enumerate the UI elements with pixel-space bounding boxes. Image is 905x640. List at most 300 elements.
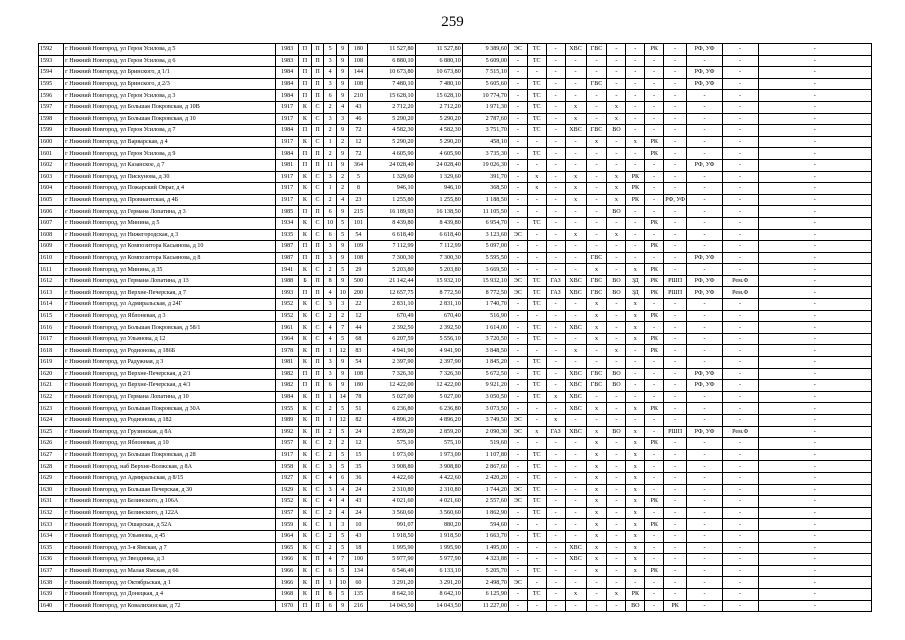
cell-build-year: 1927 — [276, 472, 299, 484]
cell-residential-area: 3 735,30 — [462, 148, 508, 160]
cell-electric-supply: - — [508, 194, 527, 206]
cell-cold-water: - — [565, 136, 586, 148]
cell-sewerage: - — [607, 148, 626, 160]
cell-cold-water: x — [565, 588, 586, 600]
cell-notes: - — [758, 542, 872, 554]
cell-wall-material: К — [299, 299, 312, 311]
cell-entrance-count: 2 — [324, 507, 337, 519]
cell-wall-material: К — [299, 438, 312, 450]
cell-wall-material: П — [299, 368, 312, 380]
cell-total-area: 4 021,60 — [368, 496, 415, 508]
cell-notes: - — [758, 322, 872, 334]
cell-gas-supply: ГАЗ — [546, 275, 565, 287]
cell-hot-water: x — [586, 565, 607, 577]
cell-entrance-count: 6 — [324, 600, 337, 612]
cell-row-number: 1607 — [39, 217, 64, 229]
cell-funds: - — [687, 194, 723, 206]
cell-living-area: 4 896,20 — [415, 415, 462, 427]
cell-heat-supply: - — [527, 159, 546, 171]
cell-funds: РФ, УФ — [687, 368, 723, 380]
cell-heat-supply: ТС — [527, 275, 546, 287]
cell-wall-material: К — [299, 345, 312, 357]
cell-build-year: 1961 — [276, 322, 299, 334]
cell-residential-area: 3 720,50 — [462, 333, 508, 345]
cell-garbage-chute: РК — [626, 194, 645, 206]
cell-wall-type: П — [311, 206, 324, 218]
cell-heat-supply: - — [527, 415, 546, 427]
cell-entrance-count: 2 — [324, 438, 337, 450]
cell-funds: РФ, УФ — [687, 380, 723, 392]
cell-electric-supply: - — [508, 55, 527, 67]
cell-funds: РФ, УФ — [687, 78, 723, 90]
cell-garbage-chute: ЗД — [626, 275, 645, 287]
cell-wall-material: К — [299, 333, 312, 345]
cell-wall-material: К — [299, 391, 312, 403]
cell-living-area: 1 973,00 — [415, 449, 462, 461]
cell-roof-repair: - — [645, 577, 664, 589]
cell-sewerage: - — [607, 554, 626, 566]
cell-living-area: 4 582,30 — [415, 125, 462, 137]
cell-sewerage: - — [607, 391, 626, 403]
cell-apartment-count: 108 — [349, 252, 368, 264]
cell-notes: - — [758, 55, 872, 67]
cell-hot-water: x — [586, 461, 607, 473]
cell-garbage-chute: x — [626, 542, 645, 554]
cell-apartment-count: 15 — [349, 449, 368, 461]
cell-total-area: 4 941,90 — [368, 345, 415, 357]
cell-residential-area: 8 772,50 — [462, 287, 508, 299]
cell-hot-water: x — [586, 264, 607, 276]
cell-apartment-count: 12 — [349, 438, 368, 450]
table-row — [39, 183, 872, 195]
cell-sewerage: - — [607, 136, 626, 148]
cell-total-area: 7 326,30 — [368, 368, 415, 380]
cell-build-year: 1917 — [276, 194, 299, 206]
cell-address: г Нижний Новгород, ул Большая Покровская, д 28 — [64, 449, 276, 461]
cell-residential-area: 2 867,60 — [462, 461, 508, 473]
cell-wall-material: П — [299, 241, 312, 253]
cell-address: г Нижний Новгород, ул Пожарский Овраг, д 4 — [64, 183, 276, 195]
table-row — [39, 67, 872, 79]
cell-roof-repair: РК — [645, 345, 664, 357]
cell-build-year: 1917 — [276, 113, 299, 125]
cell-facade-repair: - — [664, 472, 687, 484]
cell-gas-supply: - — [546, 577, 565, 589]
cell-repair-fund: - — [722, 472, 758, 484]
cell-cold-water: x — [565, 101, 586, 113]
cell-cold-water: x — [565, 171, 586, 183]
cell-facade-repair: - — [664, 391, 687, 403]
cell-wall-type: П — [311, 159, 324, 171]
cell-living-area: 3 560,60 — [415, 507, 462, 519]
cell-row-number: 1606 — [39, 206, 64, 218]
cell-total-area: 2 310,80 — [368, 484, 415, 496]
cell-wall-type: С — [311, 171, 324, 183]
cell-floor-count: 9 — [336, 78, 349, 90]
cell-facade-repair: - — [664, 380, 687, 392]
cell-build-year: 1984 — [276, 67, 299, 79]
cell-living-area: 10 673,80 — [415, 67, 462, 79]
cell-notes: - — [758, 159, 872, 171]
cell-heat-supply: ТС — [527, 472, 546, 484]
cell-cold-water: ХВС — [565, 125, 586, 137]
cell-living-area: 2 859,20 — [415, 426, 462, 438]
cell-repair-fund: - — [722, 322, 758, 334]
cell-entrance-count: 6 — [324, 90, 337, 102]
cell-facade-repair: - — [664, 67, 687, 79]
cell-floor-count: 9 — [336, 90, 349, 102]
cell-residential-area: 2 787,60 — [462, 113, 508, 125]
cell-facade-repair: - — [664, 148, 687, 160]
cell-entrance-count: 3 — [324, 55, 337, 67]
table-row — [39, 368, 872, 380]
cell-build-year: 1964 — [276, 530, 299, 542]
cell-notes: - — [758, 530, 872, 542]
cell-sewerage: - — [607, 241, 626, 253]
cell-garbage-chute: - — [626, 90, 645, 102]
cell-hot-water: x — [586, 507, 607, 519]
cell-build-year: 1992 — [276, 426, 299, 438]
cell-cold-water: ХВС — [565, 391, 586, 403]
cell-wall-type: П — [311, 90, 324, 102]
cell-electric-supply: - — [508, 530, 527, 542]
cell-residential-area: 1 107,80 — [462, 449, 508, 461]
cell-entrance-count: 3 — [324, 241, 337, 253]
cell-total-area: 4 582,30 — [368, 125, 415, 137]
cell-notes: - — [758, 438, 872, 450]
table-row — [39, 461, 872, 473]
cell-garbage-chute: - — [626, 125, 645, 137]
cell-cold-water: ХВС — [565, 380, 586, 392]
cell-notes: - — [758, 241, 872, 253]
cell-total-area: 3 291,20 — [368, 577, 415, 589]
cell-total-area: 1 255,80 — [368, 194, 415, 206]
cell-roof-repair: - — [645, 507, 664, 519]
cell-heat-supply: ТС — [527, 44, 546, 56]
cell-address: г Нижний Новгород, ул Бринского, д 2/3 — [64, 78, 276, 90]
cell-row-number: 1596 — [39, 90, 64, 102]
cell-residential-area: 6 954,70 — [462, 217, 508, 229]
cell-floor-count: 9 — [336, 67, 349, 79]
cell-build-year: 1968 — [276, 588, 299, 600]
cell-entrance-count: 6 — [324, 229, 337, 241]
cell-apartment-count: 72 — [349, 148, 368, 160]
cell-hot-water: - — [586, 229, 607, 241]
cell-floor-count: 9 — [336, 275, 349, 287]
cell-electric-supply: - — [508, 113, 527, 125]
cell-roof-repair: - — [645, 449, 664, 461]
cell-notes: - — [758, 368, 872, 380]
cell-entrance-count: 3 — [324, 78, 337, 90]
cell-sewerage: - — [607, 67, 626, 79]
cell-sewerage: - — [607, 600, 626, 612]
cell-apartment-count: 51 — [349, 403, 368, 415]
cell-garbage-chute: x — [626, 426, 645, 438]
cell-hot-water: ГВС — [586, 287, 607, 299]
cell-funds: РФ, УФ — [687, 67, 723, 79]
cell-funds: - — [687, 217, 723, 229]
cell-row-number: 1602 — [39, 159, 64, 171]
cell-garbage-chute: - — [626, 368, 645, 380]
cell-address: г Нижний Новгород, ул Провиантская, д 4Б — [64, 194, 276, 206]
cell-heat-supply: - — [527, 264, 546, 276]
cell-total-area: 11 527,80 — [368, 44, 415, 56]
table-row — [39, 542, 872, 554]
cell-heat-supply: ТС — [527, 90, 546, 102]
page-number: 259 — [441, 14, 464, 30]
cell-sewerage: x — [607, 194, 626, 206]
cell-heat-supply: ТС — [527, 113, 546, 125]
cell-sewerage: - — [607, 415, 626, 427]
cell-cold-water: ХВС — [565, 426, 586, 438]
cell-address: г Нижний Новгород, ул Донецкая, д 4 — [64, 588, 276, 600]
cell-floor-count: 5 — [336, 449, 349, 461]
cell-row-number: 1633 — [39, 519, 64, 531]
cell-build-year: 1917 — [276, 449, 299, 461]
cell-facade-repair: - — [664, 322, 687, 334]
cell-hot-water: x — [586, 310, 607, 322]
cell-repair-fund: - — [722, 264, 758, 276]
table-row — [39, 113, 872, 125]
cell-facade-repair: - — [664, 449, 687, 461]
cell-garbage-chute: ВО — [626, 600, 645, 612]
cell-heat-supply: ТС — [527, 217, 546, 229]
table-row — [39, 357, 872, 369]
cell-living-area: 4 422,60 — [415, 472, 462, 484]
cell-floor-count: 9 — [336, 252, 349, 264]
cell-heat-supply: - — [527, 403, 546, 415]
cell-living-area: 8 642,10 — [415, 588, 462, 600]
cell-garbage-chute: - — [626, 206, 645, 218]
cell-apartment-count: 43 — [349, 101, 368, 113]
cell-residential-area: 1 495,00 — [462, 542, 508, 554]
cell-living-area: 4 941,90 — [415, 345, 462, 357]
cell-total-area: 6 618,40 — [368, 229, 415, 241]
cell-wall-material: П — [299, 206, 312, 218]
cell-wall-type: С — [311, 136, 324, 148]
cell-roof-repair: РК — [645, 148, 664, 160]
cell-wall-type: С — [311, 519, 324, 531]
cell-gas-supply: - — [546, 449, 565, 461]
cell-gas-supply: ГАЗ — [546, 287, 565, 299]
cell-heat-supply: ТС — [527, 484, 546, 496]
cell-wall-type: С — [311, 101, 324, 113]
cell-residential-area: 15 932,10 — [462, 275, 508, 287]
cell-living-area: 24 028,40 — [415, 159, 462, 171]
cell-notes: - — [758, 275, 872, 287]
cell-wall-type: С — [311, 183, 324, 195]
table-row — [39, 403, 872, 415]
cell-row-number: 1599 — [39, 125, 64, 137]
cell-cold-water: - — [565, 159, 586, 171]
cell-heat-supply: - — [527, 136, 546, 148]
cell-funds: - — [687, 264, 723, 276]
cell-row-number: 1632 — [39, 507, 64, 519]
cell-roof-repair: РК — [645, 241, 664, 253]
cell-cold-water: - — [565, 241, 586, 253]
cell-sewerage: - — [607, 461, 626, 473]
cell-gas-supply: - — [546, 333, 565, 345]
cell-wall-type: П — [311, 368, 324, 380]
cell-living-area: 15 932,10 — [415, 275, 462, 287]
table-row — [39, 136, 872, 148]
cell-heat-supply: - — [527, 194, 546, 206]
cell-heat-supply: ТС — [527, 357, 546, 369]
cell-notes: - — [758, 415, 872, 427]
cell-electric-supply: - — [508, 67, 527, 79]
cell-address: г Нижний Новгород, ул Родионова, д 186Б — [64, 345, 276, 357]
cell-roof-repair: - — [645, 530, 664, 542]
cell-gas-supply: - — [546, 78, 565, 90]
cell-roof-repair: - — [645, 101, 664, 113]
cell-garbage-chute: - — [626, 148, 645, 160]
cell-roof-repair: РК — [645, 264, 664, 276]
cell-repair-fund: - — [722, 600, 758, 612]
cell-cold-water: - — [565, 565, 586, 577]
cell-wall-type: С — [311, 264, 324, 276]
cell-living-area: 2 310,80 — [415, 484, 462, 496]
cell-sewerage: x — [607, 101, 626, 113]
cell-entrance-count: 3 — [324, 252, 337, 264]
cell-heat-supply: ТС — [527, 588, 546, 600]
cell-wall-material: П — [299, 600, 312, 612]
cell-roof-repair: РК — [645, 136, 664, 148]
cell-wall-type: С — [311, 113, 324, 125]
cell-sewerage: - — [607, 299, 626, 311]
cell-living-area: 5 290,20 — [415, 136, 462, 148]
cell-wall-type: С — [311, 403, 324, 415]
cell-hot-water: ГВС — [586, 252, 607, 264]
cell-sewerage: - — [607, 252, 626, 264]
cell-build-year: 1978 — [276, 345, 299, 357]
cell-funds: - — [687, 183, 723, 195]
cell-residential-area: 5 605,60 — [462, 78, 508, 90]
cell-cold-water: ХВС — [565, 554, 586, 566]
cell-funds: - — [687, 449, 723, 461]
cell-cold-water: ХВС — [565, 368, 586, 380]
cell-hot-water: - — [586, 357, 607, 369]
cell-wall-type: П — [311, 577, 324, 589]
cell-notes: - — [758, 403, 872, 415]
cell-roof-repair: - — [645, 67, 664, 79]
cell-living-area: 8 772,50 — [415, 287, 462, 299]
cell-floor-count: 5 — [336, 229, 349, 241]
cell-wall-material: П — [299, 55, 312, 67]
cell-funds: - — [687, 484, 723, 496]
cell-hot-water: x — [586, 299, 607, 311]
cell-heat-supply: - — [527, 577, 546, 589]
cell-gas-supply: - — [546, 217, 565, 229]
cell-gas-supply: - — [546, 345, 565, 357]
cell-heat-supply: ТС — [527, 322, 546, 334]
cell-apartment-count: 22 — [349, 299, 368, 311]
cell-row-number: 1630 — [39, 484, 64, 496]
cell-living-area: 2 392,50 — [415, 322, 462, 334]
cell-roof-repair: - — [645, 78, 664, 90]
cell-roof-repair: - — [645, 90, 664, 102]
cell-floor-count: 10 — [336, 577, 349, 589]
cell-funds: - — [687, 472, 723, 484]
cell-row-number: 1637 — [39, 565, 64, 577]
cell-garbage-chute: - — [626, 67, 645, 79]
cell-build-year: 1929 — [276, 484, 299, 496]
cell-notes: - — [758, 229, 872, 241]
cell-hot-water: - — [586, 600, 607, 612]
cell-wall-type: С — [311, 449, 324, 461]
cell-sewerage: - — [607, 90, 626, 102]
cell-gas-supply: - — [546, 125, 565, 137]
table-row — [39, 426, 872, 438]
cell-apartment-count: 24 — [349, 507, 368, 519]
table-row — [39, 55, 872, 67]
cell-address: г Нижний Новгород, ул Верхне-Печерская, д 7 — [64, 287, 276, 299]
cell-heat-supply: x — [527, 426, 546, 438]
cell-wall-type: С — [311, 542, 324, 554]
cell-wall-material: К — [299, 264, 312, 276]
cell-facade-repair: - — [664, 299, 687, 311]
cell-electric-supply: - — [508, 391, 527, 403]
cell-hot-water: x — [586, 519, 607, 531]
cell-floor-count: 2 — [336, 171, 349, 183]
cell-residential-area: 5 097,00 — [462, 241, 508, 253]
cell-residential-area: 1 971,30 — [462, 101, 508, 113]
cell-total-area: 5 290,20 — [368, 113, 415, 125]
cell-residential-area: 3 123,60 — [462, 229, 508, 241]
cell-cold-water: - — [565, 449, 586, 461]
cell-floor-count: 9 — [336, 357, 349, 369]
cell-notes: - — [758, 264, 872, 276]
cell-floor-count: 5 — [336, 333, 349, 345]
cell-residential-area: 5 595,50 — [462, 252, 508, 264]
cell-repair-fund: - — [722, 577, 758, 589]
cell-funds: - — [687, 299, 723, 311]
cell-build-year: 1984 — [276, 125, 299, 137]
cell-build-year: 1982 — [276, 368, 299, 380]
table-row — [39, 44, 872, 56]
cell-repair-fund: - — [722, 565, 758, 577]
cell-repair-fund: - — [722, 148, 758, 160]
cell-entrance-count: 2 — [324, 264, 337, 276]
cell-living-area: 7 480,10 — [415, 78, 462, 90]
cell-floor-count: 4 — [336, 194, 349, 206]
cell-cold-water: - — [565, 299, 586, 311]
cell-address: г Нижний Новгород, ул Большая Печерская, д 30 — [64, 484, 276, 496]
cell-cold-water: - — [565, 78, 586, 90]
cell-facade-repair: - — [664, 530, 687, 542]
cell-cold-water: x — [565, 113, 586, 125]
cell-electric-supply: - — [508, 542, 527, 554]
cell-address: г Нижний Новгород, ул Малая Ямская, д 66 — [64, 565, 276, 577]
cell-wall-material: К — [299, 472, 312, 484]
cell-entrance-count: 3 — [324, 368, 337, 380]
cell-wall-type: П — [311, 67, 324, 79]
cell-living-area: 5 556,10 — [415, 333, 462, 345]
cell-wall-type: С — [311, 507, 324, 519]
cell-roof-repair: - — [645, 368, 664, 380]
cell-living-area: 2 831,10 — [415, 299, 462, 311]
cell-repair-fund: - — [722, 310, 758, 322]
cell-notes: - — [758, 299, 872, 311]
cell-facade-repair: - — [664, 101, 687, 113]
table-row — [39, 333, 872, 345]
cell-notes: - — [758, 588, 872, 600]
cell-build-year: 1983 — [276, 44, 299, 56]
cell-hot-water: - — [586, 171, 607, 183]
cell-total-area: 5 203,80 — [368, 264, 415, 276]
cell-repair-fund: - — [722, 496, 758, 508]
cell-wall-material: К — [299, 194, 312, 206]
cell-entrance-count: 3 — [324, 113, 337, 125]
